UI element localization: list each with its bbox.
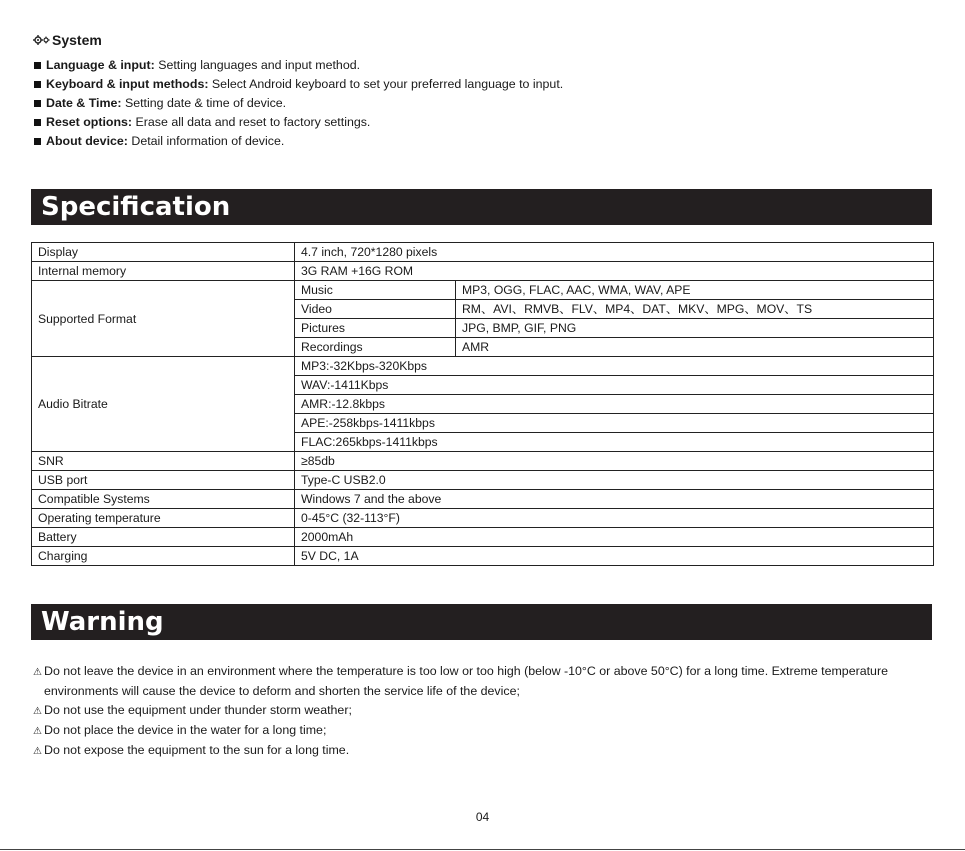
spec-label: Compatible Systems bbox=[32, 490, 295, 509]
square-bullet-icon bbox=[34, 138, 41, 145]
bitrate-value: APE:-258kbps-1411kbps bbox=[295, 414, 934, 433]
spec-label: Internal memory bbox=[32, 262, 295, 281]
spec-value: 3G RAM +16G ROM bbox=[295, 262, 934, 281]
spec-label: Battery bbox=[32, 528, 295, 547]
spec-value: ≥85db bbox=[295, 452, 934, 471]
spec-label: Display bbox=[32, 243, 295, 262]
bitrate-value: MP3:-32Kbps-320Kbps bbox=[295, 357, 934, 376]
spec-label: Audio Bitrate bbox=[32, 357, 295, 452]
list-item bbox=[33, 56, 933, 75]
list-item bbox=[33, 662, 933, 701]
spec-value: 0-45°C (32-113°F) bbox=[295, 509, 934, 528]
spec-value: Windows 7 and the above bbox=[295, 490, 934, 509]
setting-term: Keyboard & input methods: bbox=[46, 77, 209, 91]
setting-description: Setting languages and input method. bbox=[154, 58, 361, 72]
setting-term: About device: bbox=[46, 134, 128, 148]
format-value: MP3, OGG, FLAC, AAC, WMA, WAV, APE bbox=[456, 281, 934, 300]
system-heading bbox=[33, 30, 933, 50]
warning-text: Do not expose the equipment to the sun for a long time. bbox=[44, 743, 350, 757]
bitrate-value: WAV:-1411Kbps bbox=[295, 376, 934, 395]
setting-description: Setting date & time of device. bbox=[121, 96, 287, 110]
setting-term: Reset options: bbox=[46, 115, 133, 129]
warning-list bbox=[33, 662, 933, 761]
table-row bbox=[32, 547, 934, 566]
spec-value: Type-C USB2.0 bbox=[295, 471, 934, 490]
list-item bbox=[33, 721, 933, 741]
page-number: 04 bbox=[475, 810, 490, 824]
spec-label: SNR bbox=[32, 452, 295, 471]
bottom-divider bbox=[0, 849, 965, 850]
system-title: System bbox=[52, 32, 102, 48]
table-row bbox=[32, 281, 934, 300]
square-bullet-icon bbox=[34, 100, 41, 107]
warning-triangle-icon: ⚠ bbox=[33, 726, 42, 737]
list-item bbox=[33, 94, 933, 113]
spec-value: 2000mAh bbox=[295, 528, 934, 547]
settings-gear-icon bbox=[33, 34, 50, 46]
warning-heading: Warning bbox=[31, 604, 932, 640]
format-value: RM、AVI、RMVB、FLV、MP4、DAT、MKV、MPG、MOV、TS bbox=[456, 300, 934, 319]
spec-value: 4.7 inch, 720*1280 pixels bbox=[295, 243, 934, 262]
warning-triangle-icon: ⚠ bbox=[33, 667, 42, 678]
spec-label: Operating temperature bbox=[32, 509, 295, 528]
list-item bbox=[33, 701, 933, 721]
format-type: Recordings bbox=[295, 338, 456, 357]
warning-text: Do not leave the device in an environment where the temperature is too low or too high (below -10°C or above 50°C) for a long time. Extreme temperature environments will cause the device to deform and shorten the service life of the device; bbox=[44, 664, 888, 698]
square-bullet-icon bbox=[34, 119, 41, 126]
spec-label: Supported Format bbox=[32, 281, 295, 357]
specification-table bbox=[31, 242, 934, 566]
warning-text: Do not place the device in the water for a long time; bbox=[44, 723, 327, 737]
list-item bbox=[33, 132, 933, 151]
table-row bbox=[32, 471, 934, 490]
spec-value: 5V DC, 1A bbox=[295, 547, 934, 566]
table-row bbox=[32, 452, 934, 471]
table-row bbox=[32, 490, 934, 509]
list-item bbox=[33, 113, 933, 132]
table-row bbox=[32, 528, 934, 547]
warning-text: Do not use the equipment under thunder storm weather; bbox=[44, 703, 352, 717]
setting-description: Select Android keyboard to set your preferred language to input. bbox=[208, 77, 564, 91]
square-bullet-icon bbox=[34, 81, 41, 88]
list-item bbox=[33, 75, 933, 94]
specification-heading: Specification bbox=[31, 189, 932, 225]
format-type: Video bbox=[295, 300, 456, 319]
list-item bbox=[33, 741, 933, 761]
format-type: Pictures bbox=[295, 319, 456, 338]
table-row bbox=[32, 357, 934, 376]
table-row bbox=[32, 262, 934, 281]
format-type: Music bbox=[295, 281, 456, 300]
warning-triangle-icon: ⚠ bbox=[33, 706, 42, 717]
setting-description: Detail information of device. bbox=[127, 134, 285, 148]
setting-term: Language & input: bbox=[46, 58, 155, 72]
system-section bbox=[33, 30, 933, 151]
spec-label: USB port bbox=[32, 471, 295, 490]
setting-term: Date & Time: bbox=[46, 96, 122, 110]
setting-description: Erase all data and reset to factory settings. bbox=[132, 115, 371, 129]
bitrate-value: FLAC:265kbps-1411kbps bbox=[295, 433, 934, 452]
table-row bbox=[32, 243, 934, 262]
format-value: JPG, BMP, GIF, PNG bbox=[456, 319, 934, 338]
spec-label: Charging bbox=[32, 547, 295, 566]
format-value: AMR bbox=[456, 338, 934, 357]
table-row bbox=[32, 509, 934, 528]
bitrate-value: AMR:-12.8kbps bbox=[295, 395, 934, 414]
square-bullet-icon bbox=[34, 62, 41, 69]
system-settings-list bbox=[33, 56, 933, 151]
warning-triangle-icon: ⚠ bbox=[33, 746, 42, 757]
